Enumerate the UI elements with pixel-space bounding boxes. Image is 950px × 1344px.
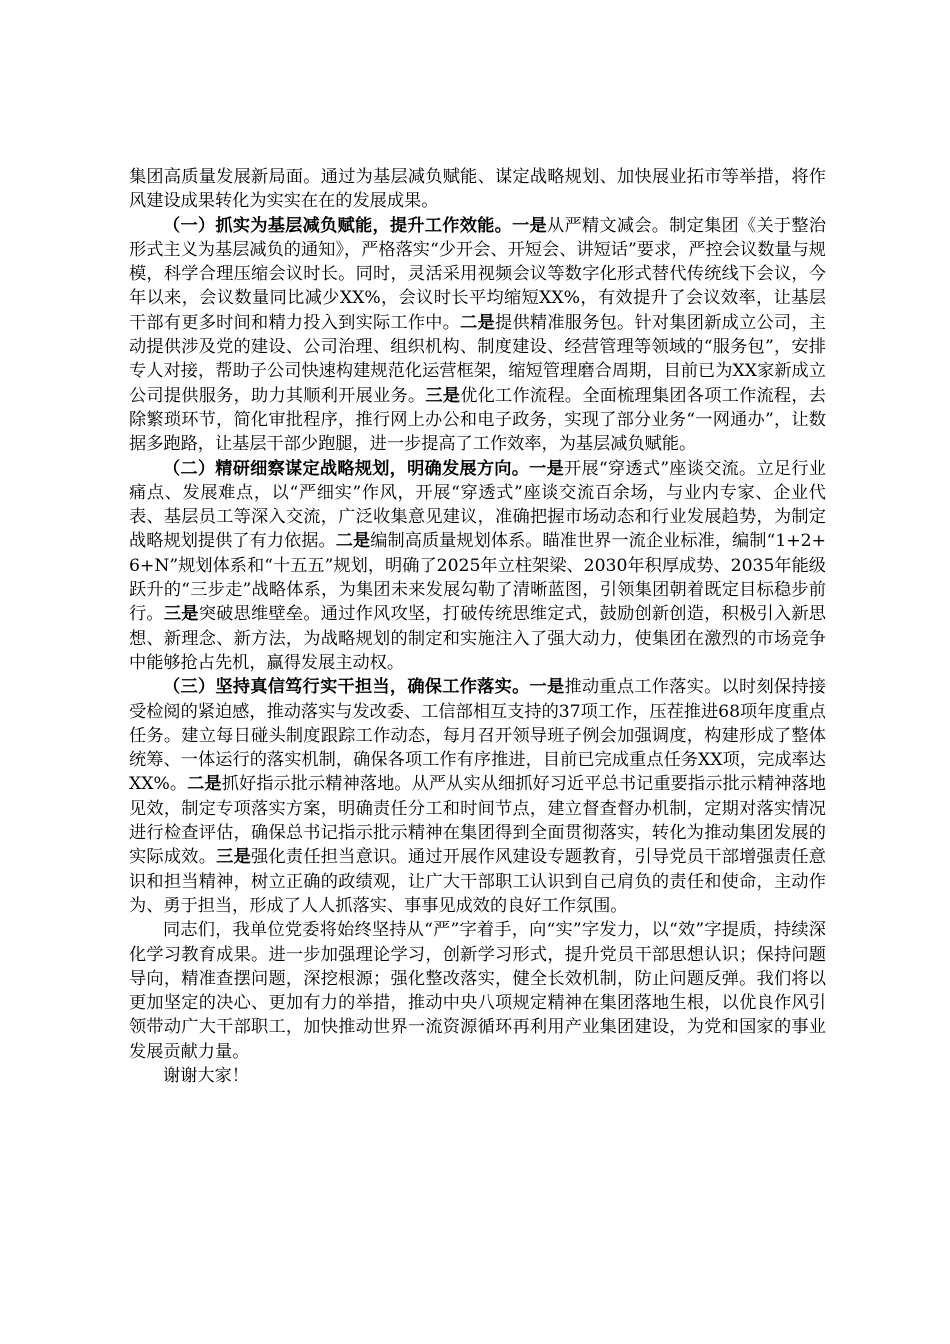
bold-run: 三是 (216, 847, 252, 868)
para-conclusion (129, 918, 826, 1064)
bold-run: 三是 (425, 385, 461, 406)
bold-run: 三是 (163, 604, 199, 625)
text-run: 谢谢大家！ (163, 1065, 249, 1086)
bold-run: 一是 (529, 677, 565, 698)
para-thanks (129, 1064, 826, 1088)
text-run: 优化工作流程。全面梳理集团各项工作流程，去除繁琐环节，简化审批程序，推行网上办公和电子政务，实现了部分业务“一网通办”，让数据多跑路，让基层干部少跑腿，进一步提高了工作效率，为基层减负赋能。 (129, 385, 826, 455)
text-run: 推动重点工作落实。以时刻保持接受检阅的紧迫感，推动落实与发改委、工信部相互支持的37项工作，压茬推进68项年度重点任务。建立每日碰头制度跟踪工作动态，每月召开领导班子例会加强调度，构建形成了整体统筹、一体运行的落实机制，确保各项工作有序推进，目前已完成重点任务XX项，完成率达XX%。 (129, 677, 826, 795)
bold-run: （二）精研细察谋定战略规划，明确发展方向。 (163, 458, 530, 479)
bold-run: 二是 (335, 531, 371, 552)
para-intro (129, 165, 826, 214)
text-run: 同志们，我单位党委将始终坚持从“严”字着手，向“实”字发力，以“效”字提质，持续深化学习教育成果。进一步加强理论学习，创新学习形式，提升党员干部思想认识；保持问题导向，精准查摆问题，深挖根源；强化整改落实，健全长效机制，防止问题反弹。我们将以更加坚定的决心、更加有力的举措，推动中央八项规定精神在集团落地生根，以优良作风引领带动广大干部职工，加快推动世界一流资源循环再利用产业集团建设，为党和国家的事业发展贡献力量。 (129, 920, 826, 1062)
text-run: 抓好指示批示精神落地。从严从实从细抓好习近平总书记重要指示批示精神落地见效，制定专项落实方案，明确责任分工和时间节点，建立督查督办机制，定期对落实情况进行检查评估，确保总书记指示批示精神在集团得到全面贯彻落实，转化为推动集团发展的实际成效。 (129, 774, 826, 868)
bold-run: 一是 (529, 458, 565, 479)
text-run: 集团高质量发展新局面。通过为基层减负赋能、谋定战略规划、加快展业拓市等举措，将作风建设成果转化为实实在在的发展成果。 (129, 167, 826, 212)
bold-run: （三）坚持真信笃行实干担当，确保工作落实。 (163, 677, 530, 698)
text-run: 提供精准服务包。针对集团新成立公司，主动提供涉及党的建设、公司治理、组织机构、制度建设、经营管理等领域的“服务包”，安排专人对接，帮助子公司快速构建规范化运营框架，缩短管理磨合周期，目前已为XX家新成立公司提供服务，助力其顺利开展业务。 (129, 312, 826, 406)
bold-run: （一）抓实为基层减负赋能，提升工作效能。 (163, 215, 513, 236)
para-section-3 (129, 675, 826, 918)
para-section-2 (129, 457, 826, 676)
document-body (129, 165, 826, 1088)
text-run: 编制高质量规划体系。瞄准世界一流企业标准，编制“1+2+6+N”规划体系和“十五五”规划，明确了2025年立柱架梁、2030年积厚成势、2035年能级跃升的“三步走”战略体系，为集团未来发展勾勒了清晰蓝图，引领集团朝着既定目标稳步前行。 (129, 531, 826, 625)
text-run: 强化责任担当意识。通过开展作风建设专题教育，引导党员干部增强责任意识和担当精神，树立正确的政绩观，让广大干部职工认识到自己肩负的责任和使命，主动作为、勇于担当，形成了人人抓落实、事事见成效的良好工作氛围。 (129, 847, 826, 916)
text-run: 开展“穿透式”座谈交流。立足行业痛点、发展难点，以“严细实”作风，开展“穿透式”座谈交流百余场，与业内专家、企业代表、基层员工等深入交流，广泛收集意见建议，准确把握市场动态和行业发展趋势，为制定战略规划提供了有力依据。 (129, 458, 826, 552)
text-run: 突破思维壁垒。通过作风攻坚，打破传统思维定式，鼓励创新创造，积极引入新思想、新理念、新方法，为战略规划的制定和实施注入了强大动力，使集团在激烈的市场竞争中能够抢占先机，赢得发展主动权。 (129, 604, 826, 673)
bold-run: 一是 (512, 215, 547, 236)
bold-run: 二是 (187, 774, 222, 795)
bold-run: 二是 (460, 312, 496, 333)
text-run: 从严精文减会。制定集团《关于整治形式主义为基层减负的通知》，严格落实“少开会、开短会、讲短话”要求，严控会议数量与规模，科学合理压缩会议时长。同时，灵活采用视频会议等数字化形式替代传统线下会议，今年以来，会议数量同比减少XX%，会议时长平均缩短XX%，有效提升了会议效率，让基层干部有更多时间和精力投入到实际工作中。 (129, 215, 826, 333)
para-section-1 (129, 214, 826, 457)
